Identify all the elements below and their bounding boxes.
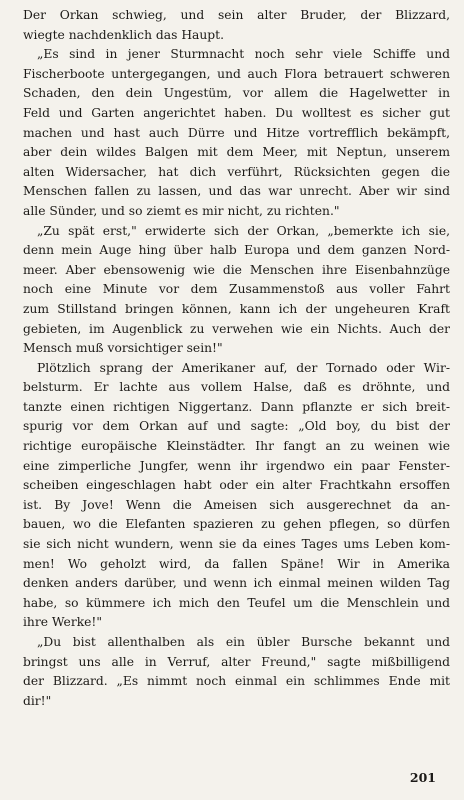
- text-line: der Blizzard. „Es nimmt noch einmal ein schlimmes Ende mit: [23, 674, 450, 689]
- text-line: „Es sind in jener Sturmnacht noch sehr viele Schiffe und: [37, 47, 450, 62]
- text-line: richtige europäische Kleinstädter. Ihr fangt an zu weinen wie: [23, 439, 450, 454]
- text-line: bauen, wo die Elefanten spazieren zu gehen pflegen, so dürfen: [23, 517, 450, 532]
- text-line: zum Stillstand bringen können, kann ich der ungeheuren Kraft: [23, 301, 450, 316]
- text-line: belsturm. Er lachte aus vollem Halse, daß es dröhnte, und: [23, 380, 450, 395]
- text-line: wiegte nachdenklich das Haupt.: [23, 27, 225, 42]
- text-line: „Du bist allenthalben als ein übler Bursche bekannt und: [37, 635, 450, 649]
- text-line: dir!": [23, 693, 52, 708]
- text-line: Feld und Garten angerichtet haben. Du wolltest es sicher gut: [23, 105, 450, 120]
- text-line: Menschen fallen zu lassen, und das war unrecht. Aber wir sind: [23, 184, 450, 199]
- text-line: habe, so kümmere ich mich den Teufel um die Menschlein und: [23, 595, 450, 610]
- text-line: noch eine Minute vor dem Zusammenstoß aus voller Fahrt: [23, 282, 450, 297]
- text-line: sie sich nicht wundern, wenn sie da eines Tages ums Leben kom-: [23, 537, 450, 552]
- text-line: Mensch muß vorsichtiger sein!": [23, 341, 223, 356]
- text-line: men! Wo geholzt wird, da fallen Späne! Wir in Amerika: [23, 556, 450, 571]
- text-line: machen und hast auch Dürre und Hitze vortrefflich bekämpft,: [23, 125, 450, 140]
- text-line: Fischerboote untergegangen, und auch Flora betrauert schweren: [23, 66, 450, 81]
- text-line: denn mein Auge hing über halb Europa und dem ganzen Nord-: [23, 243, 450, 258]
- text-line: tanzte einen richtigen Niggertanz. Dann pflanzte er sich breit-: [23, 399, 450, 414]
- text-line: gebieten, im Augenblick zu verwehen wie ein Nichts. Auch der: [23, 321, 450, 336]
- text-line: bringst uns alle in Verruf, alter Freund," sagte mißbilligend: [23, 654, 450, 669]
- text-line: Schaden, den dein Ungestüm, vor allem die Hagelwetter in: [23, 86, 450, 101]
- text-line: Der Orkan schwieg, und sein alter Bruder, der Blizzard,: [23, 8, 450, 22]
- text-line: scheiben eingeschlagen habt oder ein alter Frachtkahn ersoffen: [23, 478, 450, 493]
- text-line: ihre Werke!": [23, 615, 103, 630]
- text-line: „Zu spät erst," erwiderte sich der Orkan, „bemerkte ich sie,: [37, 223, 450, 238]
- text-line: ist. By Jove! Wenn die Ameisen sich ausgerechnet da an-: [23, 497, 450, 512]
- text-line: meer. Aber ebensowenig wie die Menschen ihre Eisenbahnzüge: [23, 262, 450, 277]
- text-line: Plötzlich sprang der Amerikaner auf, der Tornado oder Wir-: [37, 360, 450, 375]
- text-line: aber dein wildes Balgen mit dem Meer, mit Neptun, unserem: [23, 145, 450, 160]
- text-line: alten Widersacher, hat dich verführt, Rücksichten gegen die: [23, 164, 450, 179]
- text-line: alle Sünder, und so ziemt es mir nicht, zu richten.": [23, 203, 340, 218]
- text-line: eine zimperliche Jungfer, wenn ihr irgendwo ein paar Fenster-: [23, 458, 450, 473]
- body-text: [23, 6, 450, 711]
- text-line: spurig vor dem Orkan auf und sagte: „Old boy, du bist der: [23, 419, 450, 434]
- text-line: denken anders darüber, und wenn ich einmal meinen wilden Tag: [23, 576, 450, 591]
- page-number: 201: [409, 770, 436, 785]
